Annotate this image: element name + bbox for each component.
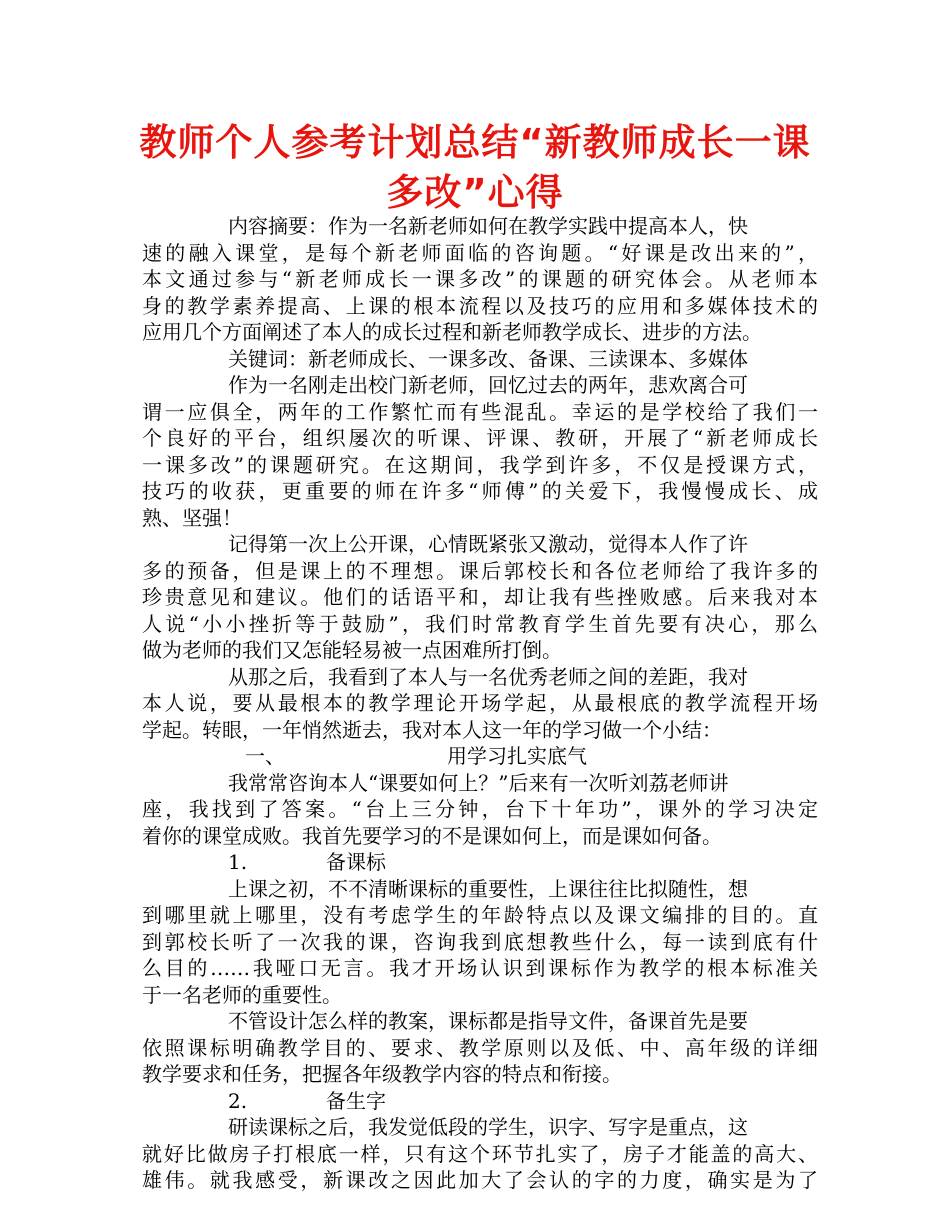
- document-body: [142, 213, 818, 1194]
- paragraph-line: 谓一应俱全，两年的工作繁忙而有些混乱。幸运的是学校给了我们一: [142, 399, 818, 424]
- paragraph-line: 教学要求和任务，把握各年级教学内容的特点和衔接。: [142, 1062, 622, 1086]
- subsection-title: 备生字: [326, 1088, 386, 1113]
- paragraph-line: 就好比做房子打根底一样，只有这个环节扎实了，房子才能盖的高大、: [142, 1141, 818, 1166]
- paragraph-line: 珍贵意见和建议。他们的话语平和，却让我有些挫败感。后来我对本: [142, 585, 818, 609]
- paragraph-line: 到郭校长听了一次我的课，咨询我到底想教些什么，每一读到底有什: [142, 929, 818, 954]
- paragraph-line: 么目的……我哑口无言。我才开场认识到课标作为教学的根本标准关: [142, 956, 818, 980]
- subsection-number: 1.: [228, 850, 248, 874]
- section-title: 用学习扎实底气: [447, 744, 587, 768]
- paragraph-line: 作为一名刚走出校门新老师，回忆过去的两年，悲欢离合可: [228, 373, 748, 397]
- paragraph-line: 人说“小小挫折等于鼓励”，我们时常教育学生首先要有决心，那么: [142, 611, 818, 636]
- title-line-2: 多改”心得: [386, 171, 564, 214]
- subsection-title: 备课标: [326, 850, 386, 874]
- abstract-line: 本文通过参与“新老师成长一课多改”的课题的研究体会。从老师本: [142, 267, 818, 291]
- paragraph-line: 个良好的平台，组织屡次的听课、评课、教研，开展了“新老师成长: [142, 426, 818, 450]
- paragraph-line: 于一名老师的重要性。: [142, 982, 342, 1007]
- section-number: 一、: [245, 744, 285, 768]
- paragraph-line: 做为老师的我们又怎能轻易被一点困难所打倒。: [142, 638, 562, 662]
- paragraph-line: 本人说，要从最根本的教学理论开场学起，从最根底的教学流程开场: [142, 691, 818, 715]
- subsection-heading: [142, 849, 818, 876]
- paragraph-line: 到哪里就上哪里，没有考虑学生的年龄特点以及课文编排的目的。直: [142, 903, 818, 927]
- document-title: [100, 118, 850, 218]
- subsection-number: 2.: [228, 1088, 248, 1113]
- abstract-line: 身的教学素养提高、上课的根本流程以及技巧的应用和多媒体技术的: [142, 293, 818, 318]
- paragraph-line: 我常常咨询本人“课要如何上？”后来有一次听刘荔老师讲: [228, 770, 729, 795]
- title-line-1: 教师个人参考计划总结“新教师成长一课: [139, 121, 811, 164]
- paragraph-line: 依照课标明确教学目的、要求、教学原则以及低、中、高年级的详细: [142, 1035, 818, 1060]
- paragraph-line: 座，我找到了答案。“台上三分钟，台下十年功”，课外的学习决定: [142, 797, 818, 821]
- paragraph-line: 学起。转眼，一年悄然逝去，我对本人这一年的学习做一个小结：: [142, 717, 722, 742]
- paragraph-line: 技巧的收获，更重要的师在许多“师傅”的关爱下，我慢慢成长、成: [142, 479, 818, 503]
- paragraph-line: 多的预备，但是课上的不理想。课后郭校长和各位老师给了我许多的: [142, 558, 818, 583]
- abstract-line: 速的融入课堂，是每个新老师面临的咨询题。“好课是改出来的”，: [142, 240, 818, 265]
- paragraph-line: 上课之初，不不清晰课标的重要性，上课往往比拟随性，想: [228, 876, 748, 901]
- abstract-line: 内容摘要：作为一名新老师如何在教学实践中提高本人，快: [228, 214, 748, 238]
- paragraph-line: 着你的课堂成败。我首先要学习的不是课如何上，而是课如何备。: [142, 823, 722, 848]
- section-heading: [142, 743, 818, 770]
- abstract-line: 应用几个方面阐述了本人的成长过程和新老师教学成长、进步的方法。: [142, 320, 762, 344]
- paragraph-line: 一课多改”的课题研究。在这期间，我学到许多，不仅是授课方式，: [142, 452, 818, 477]
- paragraph-line: 从那之后，我看到了本人与一名优秀老师之间的差距，我对: [228, 664, 748, 689]
- paragraph-line: 研读课标之后，我发觉低段的学生，识字、写字是重点，这: [228, 1115, 748, 1139]
- keywords-line: 关键词：新老师成长、一课多改、备课、三读课本、多媒体: [228, 346, 748, 371]
- paragraph-line: 记得第一次上公开课，心情既紧张又激动，觉得本人作了许: [228, 532, 748, 556]
- paragraph-line: 雄伟。就我感受，新课改之因此加大了会认的字的力度，确实是为了: [142, 1168, 818, 1192]
- paragraph-line: 不管设计怎么样的教案，课标都是指导文件，备课首先是要: [228, 1009, 748, 1033]
- paragraph-line: 熟、坚强！: [142, 505, 242, 530]
- subsection-heading: [142, 1088, 818, 1115]
